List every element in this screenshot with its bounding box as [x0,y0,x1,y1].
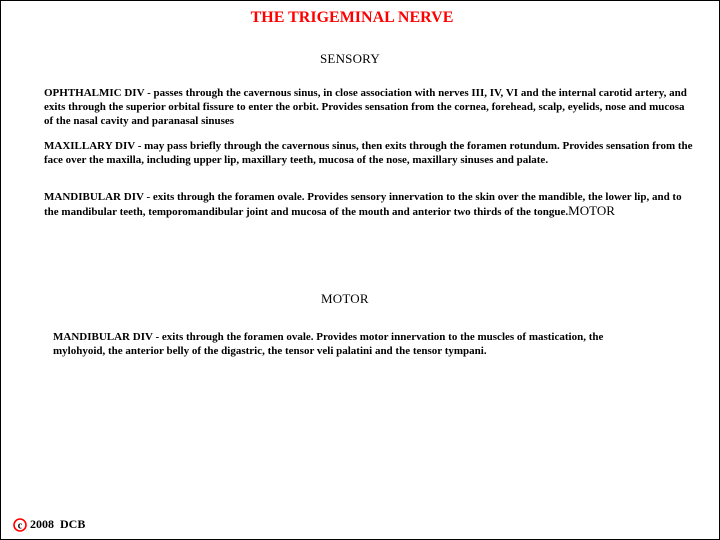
mandibular-sensory-paragraph [44,190,694,219]
copyright-author: DCB [60,517,86,531]
copyright-year: 2008 [30,517,54,531]
mandibular-motor-paragraph: MANDIBULAR DIV - exits through the foramen ovale. Provides motor innervation to the muscles of mastication, the mylohyoid, the anterior belly of the digastric, the tensor veli palatini and the tensor tympani. [53,331,604,357]
page-title: THE TRIGEMINAL NERVE [250,9,454,26]
sensory-heading: SENSORY [320,51,380,66]
maxillary-division-paragraph: MAXILLARY DIV - may pass briefly through the cavernous sinus, then exits through the foramen rotundum. Provides sensation from the face over the maxilla, including upper lip, maxillary teeth, mucosa of the nose, maxillary sinuses and palate. [44,140,693,166]
mandibular-sensory-text: MANDIBULAR DIV - exits through the foramen ovale. Provides sensory innervation to the skin over the mandible, the lower lip, and to the mandibular teeth, temporomandibular joint and mucosa of the mouth and anterior two thirds of the tongue. [44,191,682,218]
ophthalmic-division-paragraph: OPHTHALMIC DIV - passes through the cavernous sinus, in close association with nerves III, IV, VI and the internal carotid artery, and exits through the superior orbital fissure to enter the orbit. Provides sensation from the cornea, forehead, scalp, eyelids, nose and mucosa of the nasal cavity and paranasal sinuses [44,87,687,127]
copyright-notice [13,517,85,532]
copyright-icon [13,518,27,532]
copyright-symbol: c [17,520,23,531]
stray-motor-label: MOTOR [568,203,615,218]
motor-heading: MOTOR [321,291,369,306]
